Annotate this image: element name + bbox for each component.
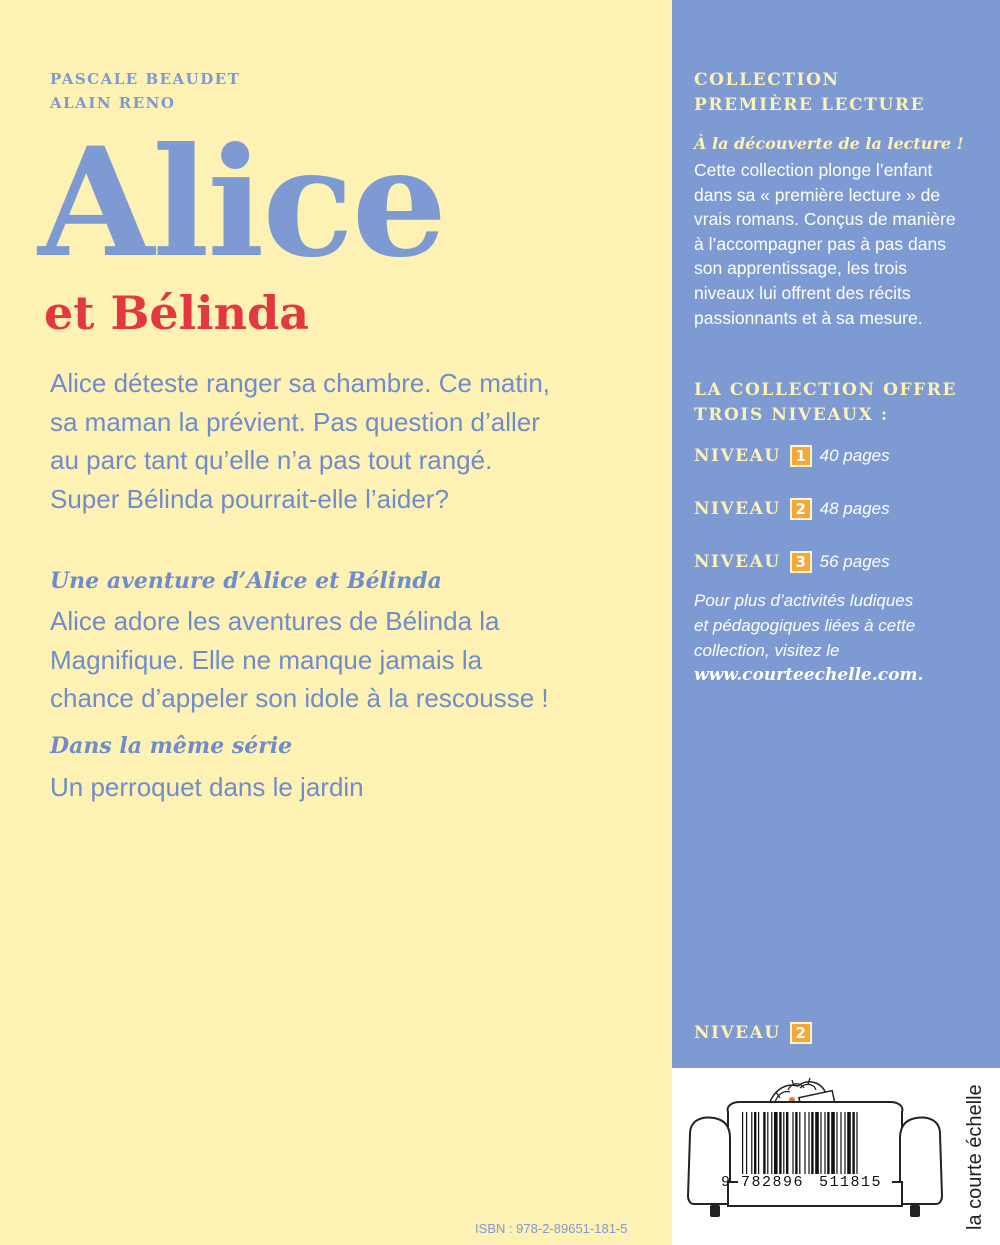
collection-description <box>694 158 994 330</box>
level-1-badge: 1 <box>790 445 812 467</box>
note-line: et pédagogiques liées à cette <box>694 615 916 635</box>
description-line: passionnants et à sa mesure. <box>694 307 923 328</box>
summary-line: sa maman la prévient. Pas question d’aller <box>50 406 540 437</box>
book-level-label: NIVEAU <box>694 1023 781 1043</box>
author-1: PASCALE BEAUDET <box>50 70 241 88</box>
level-3-badge: 3 <box>790 551 812 573</box>
adventure-heading: Une aventure d’Alice et Bélinda <box>50 568 442 594</box>
adventure-line: Magnifique. Elle ne manque jamais la <box>50 644 483 675</box>
level-3-row <box>694 551 890 573</box>
author-2: ALAIN RENO <box>50 94 176 112</box>
level-label: NIVEAU <box>694 499 781 519</box>
collection-heading-line: PREMIÈRE LECTURE <box>694 95 926 115</box>
adventure-line: chance d’appeler son idole à la rescousse ! <box>50 683 549 713</box>
barcode-digits-left: 782896 <box>741 1174 805 1191</box>
adventure-line: Alice adore les aventures de Bélinda la <box>50 606 500 636</box>
book-subtitle: et Bélinda <box>44 286 310 340</box>
level-1-pages: 40 pages <box>819 446 890 465</box>
level-label: NIVEAU <box>694 446 781 466</box>
collection-heading <box>694 68 925 118</box>
levels-heading-line: TROIS NIVEAUX : <box>694 405 889 425</box>
level-2-row <box>694 498 890 520</box>
description-line: à l’accompagner pas à pas dans <box>694 233 946 254</box>
barcode-digits-right: 511815 <box>819 1174 883 1191</box>
level-label: NIVEAU <box>694 552 781 572</box>
publisher-logo-text: la courte échelle <box>964 1084 986 1230</box>
collection-heading-line: COLLECTION <box>694 70 840 90</box>
summary-line: Super Bélinda pourrait-elle l’aider? <box>50 483 449 514</box>
series-heading: Dans la même série <box>50 733 293 759</box>
book-level-badge: 2 <box>790 1022 812 1044</box>
book-title: Alice <box>38 115 446 291</box>
level-2-pages: 48 pages <box>819 499 890 518</box>
sofa-illustration <box>680 1072 950 1232</box>
isbn: ISBN : 978-2-89651-181-5 <box>475 1221 628 1236</box>
description-line: niveaux lui offrent des récits <box>694 282 911 303</box>
summary-text <box>50 364 650 518</box>
description-line: vrais romans. Conçus de manière <box>694 209 956 230</box>
levels-heading-line: LA COLLECTION OFFRE <box>694 380 958 400</box>
note-line: collection, visitez le <box>694 640 840 660</box>
description-line: son apprentissage, les trois <box>694 258 908 279</box>
summary-line: au parc tant qu’elle n’a pas tout rangé. <box>50 445 493 475</box>
collection-tagline: À la découverte de la lecture ! <box>694 134 964 153</box>
level-3-pages: 56 pages <box>819 552 890 571</box>
level-1-row <box>694 445 890 467</box>
levels-heading <box>694 378 957 428</box>
book-level-row <box>694 1022 812 1044</box>
level-2-badge: 2 <box>790 498 812 520</box>
website-link[interactable]: www.courteechelle.com. <box>694 665 924 686</box>
activities-note <box>694 589 984 688</box>
description-line: Cette collection plonge l’enfant <box>694 160 933 180</box>
series-item: Un perroquet dans le jardin <box>50 772 364 802</box>
adventure-text <box>50 602 650 718</box>
description-line: dans sa « première lecture » de <box>694 184 941 205</box>
note-line: Pour plus d’activités ludiques <box>694 591 914 610</box>
summary-line: Alice déteste ranger sa chambre. Ce matin, <box>50 368 551 398</box>
barcode-digit-first: 9 <box>721 1174 731 1191</box>
